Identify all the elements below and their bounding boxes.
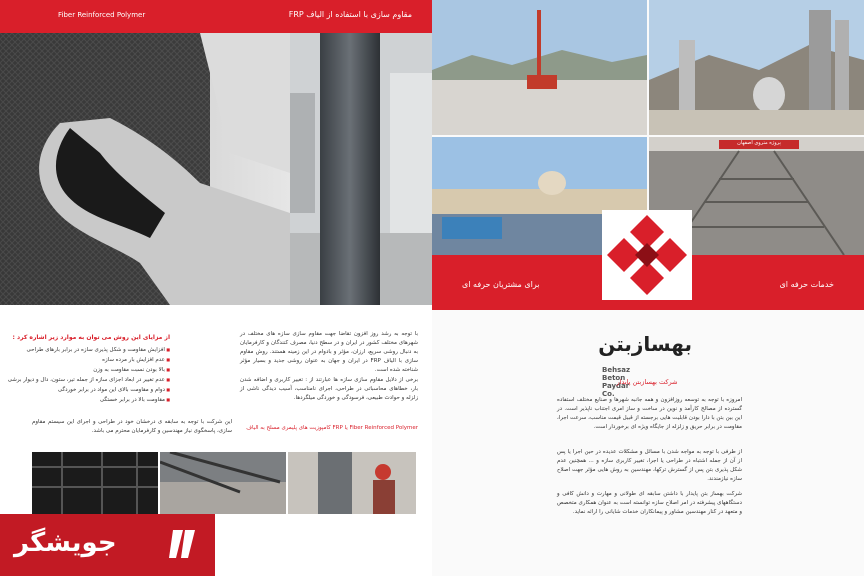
- advantage-item: ■ مقاومت بالا در برابر خستگی: [5, 395, 170, 405]
- advantage-item: ■ بالا بودن نسبت مقاومت به وزن: [5, 365, 170, 375]
- advantages-list: [5, 345, 170, 405]
- photo-wrapped-column-image: [290, 33, 432, 305]
- body-paragraph-2: از طرفی با توجه به مواجه شدن با مسائل و مشکلات عدیده در حین اجرا یا پس از آن از جمله اشتباه در طراحی یا اجرا، تغییر کاربری سازه و ... همچنین عدم شکل پذیری بتن پس از گسترش ترکها، مهندسین به روش هایی مؤثر جهت اصلاح سازه نیازمندند.: [557, 449, 742, 482]
- intro-paragraph-2: برخی از دلایل مقاوم سازی سازه ها عبارتند از : تغییر کاربری و اضافه شدن بار، خطاهای محاسباتی در طراحی، اجرای نامناسب، آسیب دیدگی ناشی از زلزله و حوادث طبیعی، فرسودگی و خوردگی میلگردها.: [240, 377, 418, 401]
- brand-logo-icon: [602, 210, 692, 300]
- closing-paragraph: این شرکت با توجه به سابقه ی درخشان خود در طراحی و اجرای این سیستم مقاوم سازی، پاسخگوی نیاز مهندسین و کارفرمایان محترم می باشد.: [32, 419, 232, 434]
- watermark-text: جویشگر: [14, 528, 117, 558]
- brand-name-persian: بهسازبتن: [598, 332, 692, 356]
- watermark-banner: [0, 514, 215, 576]
- intro-paragraph: با توجه به رشد روز افزون تقاضا جهت مقاوم سازی سازه های مختلف در شهرهای مختلف کشور در ایران و در سطح دنیا، مصرف کنندگان و کارفرمایان به دنبال روشی سریع، ارزان، مؤثر و بادوام در این زمینه هستند. روش مقاوم سازی با الیاف FRP در ایران و جهان به عنوان روشی جدید و بسیار مؤثر شناخته شده است.: [240, 331, 419, 373]
- photo-glove-fabric-image: [0, 33, 290, 305]
- header-persian: مقاوم سازی با استفاده از الیاف FRP: [288, 10, 412, 19]
- photo-construction-yard-image: [432, 0, 647, 135]
- photo-cement-plant-image: [649, 0, 864, 135]
- watermark-logo-icon: [167, 526, 197, 562]
- header-english: Fiber Reinforced Polymer: [58, 11, 146, 19]
- header-bar: [0, 0, 432, 33]
- photo-ceiling-grid: [32, 452, 158, 514]
- body-paragraph-1: امروزه با توجه به توسعه روزافزون و همه جانبه شهرها و صنایع مختلف استفاده گسترده از مصالح کارآمد و نوین در ساخت و ساز امری اجتناب ناپذیر است. در این بین بتن با دارا بودن قابلیت هایی برجسته از قبیل قیمت مناسب، سرعت اجرا، مقاومت در برابر حریق و زلزله از جایگاه ویژه ای برخوردار است.: [557, 397, 742, 430]
- signboard-text: پروژه متروی اصفهان: [737, 140, 781, 146]
- photo-glove-fabric: [0, 33, 290, 305]
- caption-professional-services: خدمات حرفه ای: [779, 280, 834, 289]
- photo-cement-plant: [649, 0, 864, 135]
- advantage-item: ■ عدم افزایش بار مرده سازه: [5, 355, 170, 365]
- body-paragraph-3: شرکت بهساز بتن پایدار با داشتن سابقه ای طولانی و مهارت و دانش کافی و دستگاههای پیشرفته در امر اصلاح سازه توانسته است به عنوان همکاری متخصص و متعهد در کنار مهندسین مشاور و پیمانکاران خدمات شایانی را ارائه نماید.: [557, 491, 742, 515]
- photo-worker-column-image: [288, 452, 416, 514]
- advantage-item: ■ دوام و مقاومت بالای این مواد در برابر خوردگی: [5, 385, 170, 395]
- photo-construction-yard: [432, 0, 647, 135]
- advantages-title: از مزایای این روش می توان به موارد زیر اشاره کرد :: [12, 334, 170, 341]
- right-page: [432, 0, 864, 576]
- photo-slab-underside: [160, 452, 286, 514]
- brand-full-name: شرکت بهسازبتن پایدار: [616, 378, 678, 386]
- photo-slab-underside-image: [160, 452, 286, 514]
- photo-ceiling-grid-image: [32, 452, 158, 514]
- frp-line: Fiber Reinforced Polymer یا FRP کامپوزیت های پلیمری مسلح به الیاف: [246, 425, 418, 431]
- brand-name-english: Behsaz Beton Paydar Co.: [602, 366, 631, 398]
- caption-professional-clients: برای مشتریان حرفه ای: [462, 280, 540, 289]
- photo-wrapped-column: [290, 33, 432, 305]
- advantage-item: ■ عدم تغییر در ابعاد اجزای سازه از جمله تیر، ستون، دال و دیوار برشی: [5, 375, 170, 385]
- advantage-item: ■ افزایش مقاومت و شکل پذیری سازه در برابر بارهای طراحی: [5, 345, 170, 355]
- photo-worker-column: [288, 452, 416, 514]
